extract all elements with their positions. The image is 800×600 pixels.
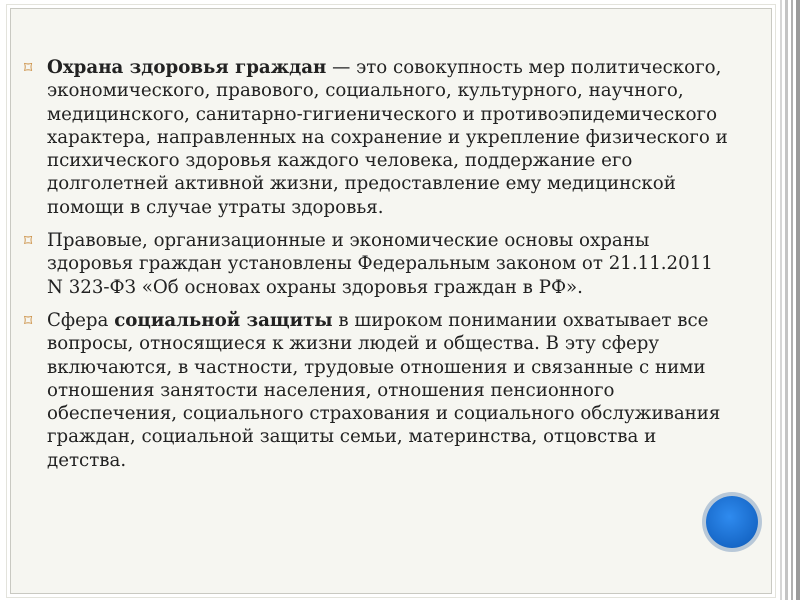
stripe: [796, 0, 800, 600]
bullet-text: Правовые, организационные и экономические основы охраны здоровья граждан установлены Федеральным законом от 21.11.2011 N 323-ФЗ «Об основах охраны здоровья граждан в РФ».: [47, 230, 713, 298]
stripe: [780, 0, 782, 600]
bold-term: Охрана здоровья граждан: [47, 57, 327, 78]
bullet-item-social-protection: [24, 309, 732, 472]
bullet-marker-icon: ⌑: [24, 231, 33, 251]
bullet-marker-icon: ⌑: [24, 58, 33, 77]
bullet-item-health-protection: [24, 56, 732, 219]
bullet-list: [24, 56, 732, 482]
bullet-text: Сфера: [47, 309, 115, 331]
stripe: [785, 0, 788, 600]
bold-term: социальной защиты: [114, 309, 333, 331]
decorative-stripes: [770, 0, 800, 600]
slide-navigation-circle-button[interactable]: [706, 496, 758, 548]
bullet-item-legal-basis: [24, 229, 732, 299]
stripe: [791, 0, 793, 600]
bullet-text: в широком понимании охватывает все вопросы, относящиеся к жизни людей и общества. В эту сферу включаются, в частности, трудовые отношения и связанные с ними отношения занятости населения, отношения пенсионного обеспечения, социального страхования и социального обслуживания граждан, социальной защиты семьи, материнства, отцовства и детства.: [47, 309, 721, 471]
bullet-text: — это совокупность мер политического, экономического, правового, социального, культурного, научного, медицинского, санитарно-гигиенического и противоэпидемического характера, направленных на сохранение и укрепление физического и психического здоровья каждого человека, поддержание его долголетней активной жизни, предоставление ему медицинской помощи в случае утраты здоровья.: [47, 57, 728, 218]
bullet-marker-icon: ⌑: [24, 310, 33, 330]
